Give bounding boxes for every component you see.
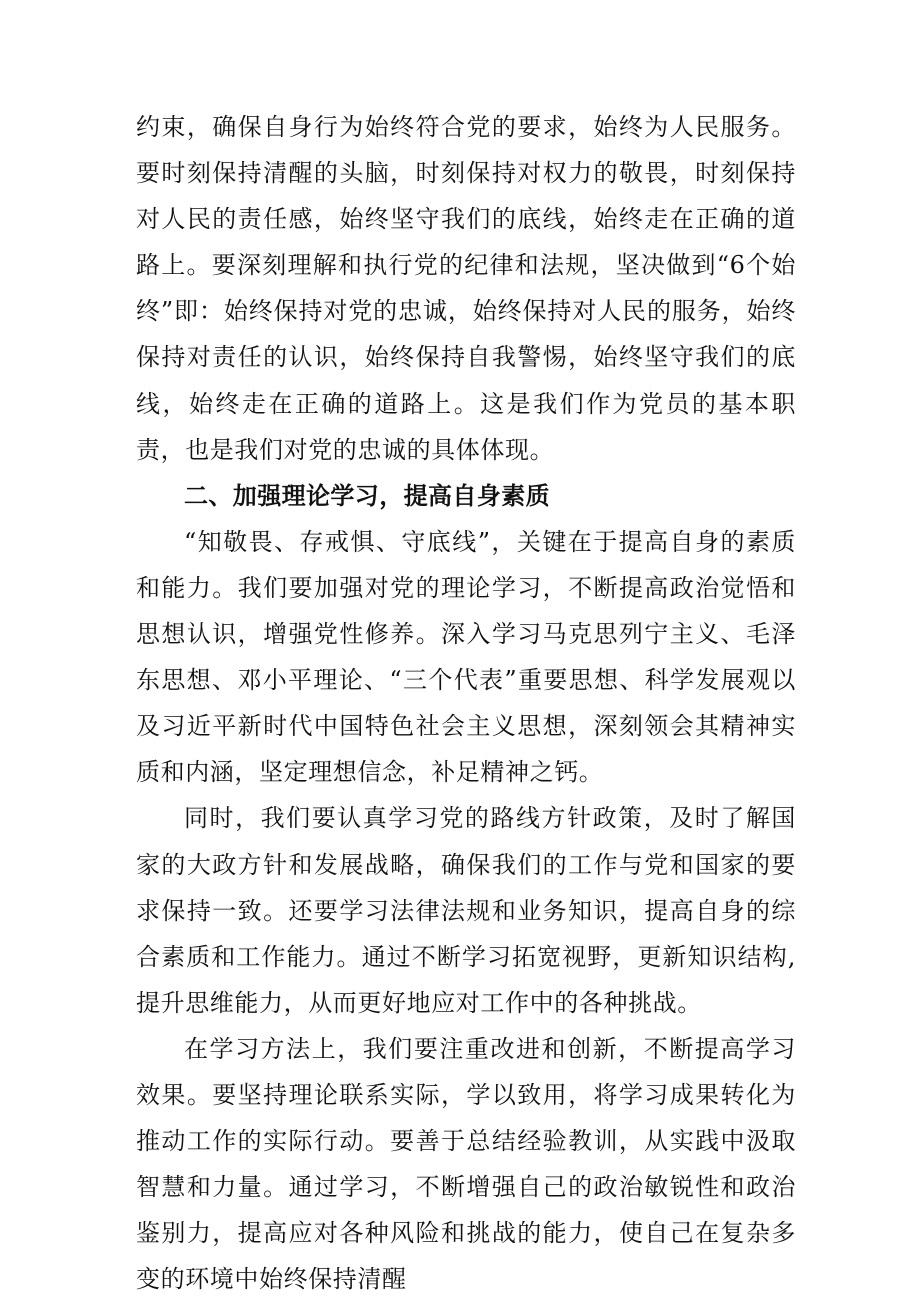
document-body: [136, 104, 796, 1302]
body-paragraph-2: 同时，我们要认真学习党的路线方针政策，及时了解国家的大政方针和发展战略，确保我们的工作与党和国家的要求保持一致。还要学习法律法规和业务知识，提高自身的综合素质和工作能力。通过不断学习拓宽视野，更新知识结构,提升思维能力，从而更好地应对工作中的各种挑战。: [136, 804, 796, 1017]
continued-paragraph: 约束，确保自身行为始终符合党的要求，始终为人民服务。要时刻保持清醒的头脑，时刻保持对权力的敬畏，时刻保持对人民的责任感，始终坚守我们的底线，始终走在正确的道路上。要深刻理解和执行党的纪律和法规，坚决做到“6个始终”即：始终保持对党的忠诚，始终保持对人民的服务，始终保持对责任的认识，始终保持自我警惕，始终坚守我们的底线，始终走在正确的道路上。这是我们作为党员的基本职责，也是我们对党的忠诚的具体体现。: [136, 113, 796, 464]
body-paragraph-3: 在学习方法上，我们要注重改进和创新，不断提高学习效果。要坚持理论联系实际，学以致用，将学习成果转化为推动工作的实际行动。要善于总结经验教训，从实践中汲取智慧和力量。通过学习，不断增强自己的政治敏锐性和政治鉴别力，提高应对各种风险和挑战的能力，使自己在复杂多变的环境中始终保持清醒: [136, 1034, 796, 1294]
body-paragraph-1: “知敬畏、存戒惧、守底线”，关键在于提高自身的素质和能力。我们要加强对党的理论学习，不断提高政治觉悟和思想认识，增强党性修养。深入学习马克思列宁主义、毛泽东思想、邓小平理论、“三个代表”重要思想、科学发展观以及习近平新时代中国特色社会主义思想，深刻领会其精神实质和内涵，坚定理想信念，补足精神之钙。: [136, 527, 796, 787]
section-heading: 二、加强理论学习，提高自身素质: [184, 481, 550, 510]
